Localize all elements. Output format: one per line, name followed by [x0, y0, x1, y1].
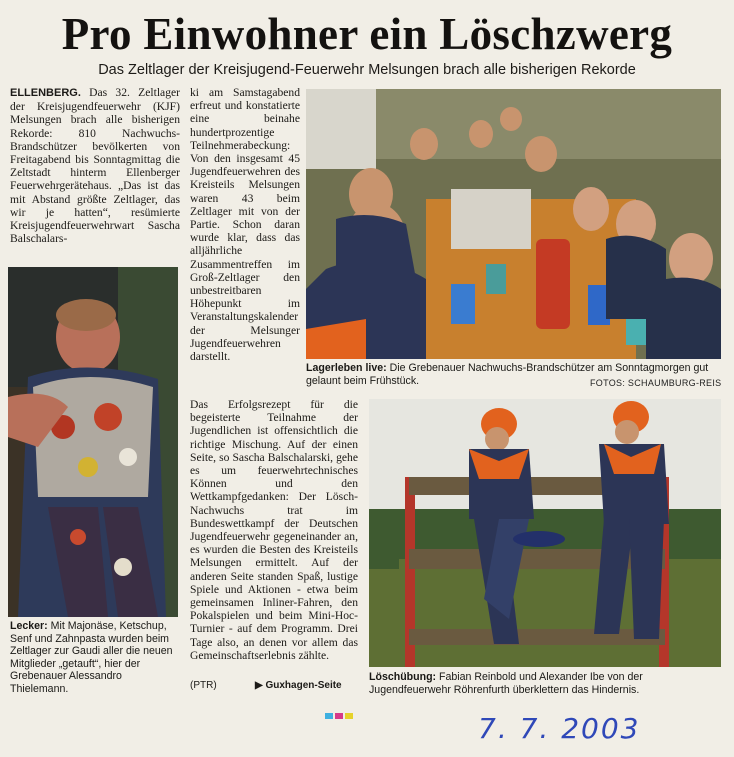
caption-loeschuebung-text: Fabian Reinbold und Alexander Ibe von der Jugendfeuerwehr Röhrenfurth überklettern das Hindernis. — [369, 671, 643, 696]
caption-loeschuebung-lead: Löschübung: — [369, 671, 437, 683]
photo-credit: FOTOS: SCHAUMBURG-REIS — [590, 378, 722, 388]
page-reference — [255, 680, 342, 691]
dateline: ELLENBERG. — [10, 87, 81, 99]
article-paragraph-2: ki am Samstagabend erfreut und konstatierte eine beinahe hundertprozentige Teilnehmerabeckung: Von den insgesamt 45 Jugendfeuerwehren des Kreisteils Melsungen waren 43 beim Zeltlager mit von der Partie. Schon daran wurde klar, dass das alljährliche Zusammentreffen im Groß-Zeltlager den unbestreitbaren Höhepunkt im Veranstaltungskalender der Melsunger Jugendfeuerwehren darstellt. — [190, 86, 300, 364]
print-color-marks — [325, 706, 355, 724]
caption-lecker-lead: Lecker: — [10, 620, 48, 632]
article-paragraph-3: Das Erfolgsrezept für die begeisterte Teilnahme der Jugendlichen ist offensichtlich die richtige Mischung. Auf der einen Seite, so Sascha Balschalarski, gehe es um feuerwehrtechnisches Können und den Wettkampfgedanken: Der Lösch-Nachwuchs trat im Bundeswettkampf der Deutschen Jugendfeuerwehr gegeneinander an, es wurden die Besten des Kreisteils Melsungen ermittelt. Auf der anderen Seite standen Spaß, lustige Spiele und Aktionen - etwa beim gemeinsamen Inliner-Fahren, den Pokalspielen und beim Mini-Hoc-Turnier - auf dem Programm. Drei Tage also, an denen vor allem das Gemeinschaftserlebnis zählte. — [190, 398, 358, 662]
photo-lagerleben — [306, 89, 721, 359]
article-column-1 — [10, 86, 180, 249]
headline: Pro Einwohner ein Löschzwerg — [61, 9, 673, 59]
photo-loeschuebung — [369, 399, 721, 667]
article-paragraph-1: Das 32. Zeltlager der Kreisjugendfeuerwehr (KJF) Melsungen brach alle bisherigen Rekorde: 810 Nachwuchs-Brandschützer bevölkerten von Freitagabend bis Sonntagmittag die Zeltstadt hinterm Ellenberger Feuerwehrgerätehaus. „Das ist das mit Abstand größte Zeltlager, das wir je hatten“, resümierte Kreisjugendfeuerwehrwart Sascha Balschalars- — [10, 86, 180, 246]
subheadline: Das Zeltlager der Kreisjugend-Feuerwehr Melsungen brach alle bisherigen Rekorde — [98, 62, 636, 78]
caption-loeschuebung — [369, 671, 725, 696]
caption-lecker-text: Mit Majonäse, Ketschup, Senf und Zahnpasta wurden beim Zeltlager zur Gaudi aller die neuen Mitglieder „getauft“, hier der Grebenauer Alessandro Thielemann. — [10, 620, 173, 695]
handwritten-date: 7. 7. 2003 — [478, 712, 641, 745]
photo-lecker — [8, 267, 178, 617]
page-reference-label: Guxhagen-Seite — [265, 680, 342, 691]
article-column-3 — [190, 398, 358, 666]
article-column-2 — [190, 86, 300, 367]
caption-lagerleben-text: Die Grebenauer Nachwuchs-Brandschützer am Sonntagmorgen gut gelaunt beim Frühstück. — [306, 362, 709, 387]
caption-lecker — [10, 620, 180, 696]
triangle-right-icon: ▶ — [255, 680, 263, 691]
caption-lagerleben-lead: Lagerleben live: — [306, 362, 387, 374]
author-signature: (PTR) — [190, 680, 217, 691]
